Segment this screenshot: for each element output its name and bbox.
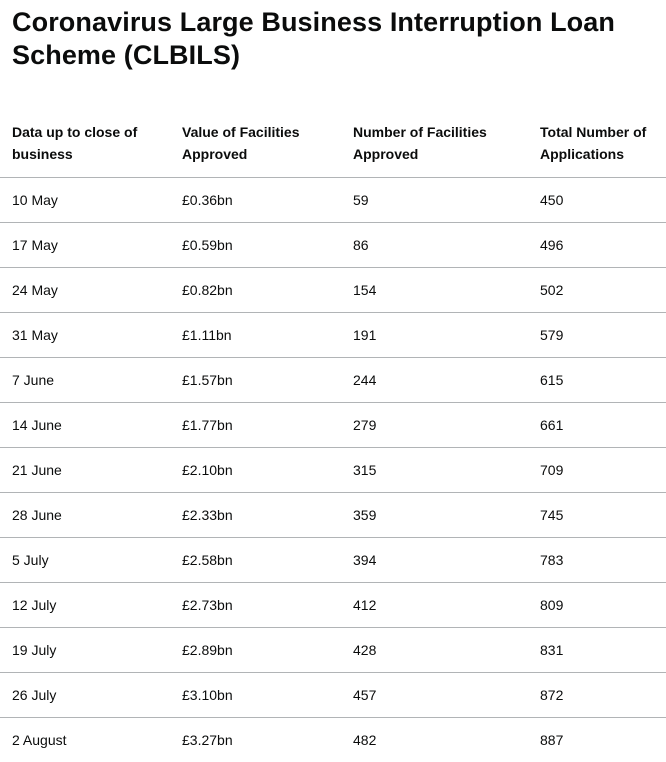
cell-value-approved: £0.36bn (170, 178, 341, 223)
table-row (0, 718, 666, 762)
cell-number-approved: 244 (341, 358, 528, 403)
cell-date: 21 June (0, 448, 170, 493)
header-number-approved: Number of Facilities Approved (341, 112, 528, 178)
cell-total-applications: 709 (528, 448, 666, 493)
table-row (0, 223, 666, 268)
table-row (0, 628, 666, 673)
cell-total-applications: 661 (528, 403, 666, 448)
table-body (0, 178, 666, 762)
cell-date: 14 June (0, 403, 170, 448)
page-title: Coronavirus Large Business Interruption Loan Scheme (CLBILS) (12, 6, 662, 72)
cell-number-approved: 59 (341, 178, 528, 223)
cell-number-approved: 412 (341, 583, 528, 628)
cell-value-approved: £3.27bn (170, 718, 341, 762)
cell-total-applications: 502 (528, 268, 666, 313)
cell-date: 17 May (0, 223, 170, 268)
cell-date: 7 June (0, 358, 170, 403)
cell-total-applications: 887 (528, 718, 666, 762)
cell-date: 31 May (0, 313, 170, 358)
cell-value-approved: £1.57bn (170, 358, 341, 403)
cell-total-applications: 450 (528, 178, 666, 223)
cell-total-applications: 579 (528, 313, 666, 358)
cell-date: 2 August (0, 718, 170, 762)
table-row (0, 493, 666, 538)
header-total-applications: Total Number of Applications (528, 112, 666, 178)
cell-value-approved: £2.33bn (170, 493, 341, 538)
cell-total-applications: 809 (528, 583, 666, 628)
table-header (0, 112, 666, 178)
cell-number-approved: 279 (341, 403, 528, 448)
clbils-table (0, 112, 666, 762)
cell-number-approved: 86 (341, 223, 528, 268)
table-row (0, 583, 666, 628)
table-row (0, 403, 666, 448)
cell-total-applications: 496 (528, 223, 666, 268)
table-row (0, 448, 666, 493)
table-row (0, 313, 666, 358)
cell-value-approved: £1.11bn (170, 313, 341, 358)
cell-date: 24 May (0, 268, 170, 313)
cell-value-approved: £3.10bn (170, 673, 341, 718)
cell-date: 19 July (0, 628, 170, 673)
cell-total-applications: 872 (528, 673, 666, 718)
cell-value-approved: £2.10bn (170, 448, 341, 493)
cell-value-approved: £2.73bn (170, 583, 341, 628)
cell-value-approved: £0.82bn (170, 268, 341, 313)
cell-date: 28 June (0, 493, 170, 538)
cell-number-approved: 428 (341, 628, 528, 673)
cell-total-applications: 745 (528, 493, 666, 538)
table-row (0, 358, 666, 403)
header-row (0, 112, 666, 178)
cell-total-applications: 783 (528, 538, 666, 583)
cell-total-applications: 831 (528, 628, 666, 673)
cell-date: 26 July (0, 673, 170, 718)
cell-number-approved: 154 (341, 268, 528, 313)
table-row (0, 673, 666, 718)
cell-value-approved: £2.89bn (170, 628, 341, 673)
table-row (0, 178, 666, 223)
header-date: Data up to close of business (0, 112, 170, 178)
cell-number-approved: 359 (341, 493, 528, 538)
table-row (0, 538, 666, 583)
cell-number-approved: 394 (341, 538, 528, 583)
cell-number-approved: 315 (341, 448, 528, 493)
cell-date: 12 July (0, 583, 170, 628)
table-row (0, 268, 666, 313)
cell-number-approved: 482 (341, 718, 528, 762)
header-value-approved: Value of Facilities Approved (170, 112, 341, 178)
cell-value-approved: £0.59bn (170, 223, 341, 268)
cell-date: 10 May (0, 178, 170, 223)
cell-value-approved: £1.77bn (170, 403, 341, 448)
cell-number-approved: 457 (341, 673, 528, 718)
cell-value-approved: £2.58bn (170, 538, 341, 583)
cell-date: 5 July (0, 538, 170, 583)
cell-number-approved: 191 (341, 313, 528, 358)
cell-total-applications: 615 (528, 358, 666, 403)
